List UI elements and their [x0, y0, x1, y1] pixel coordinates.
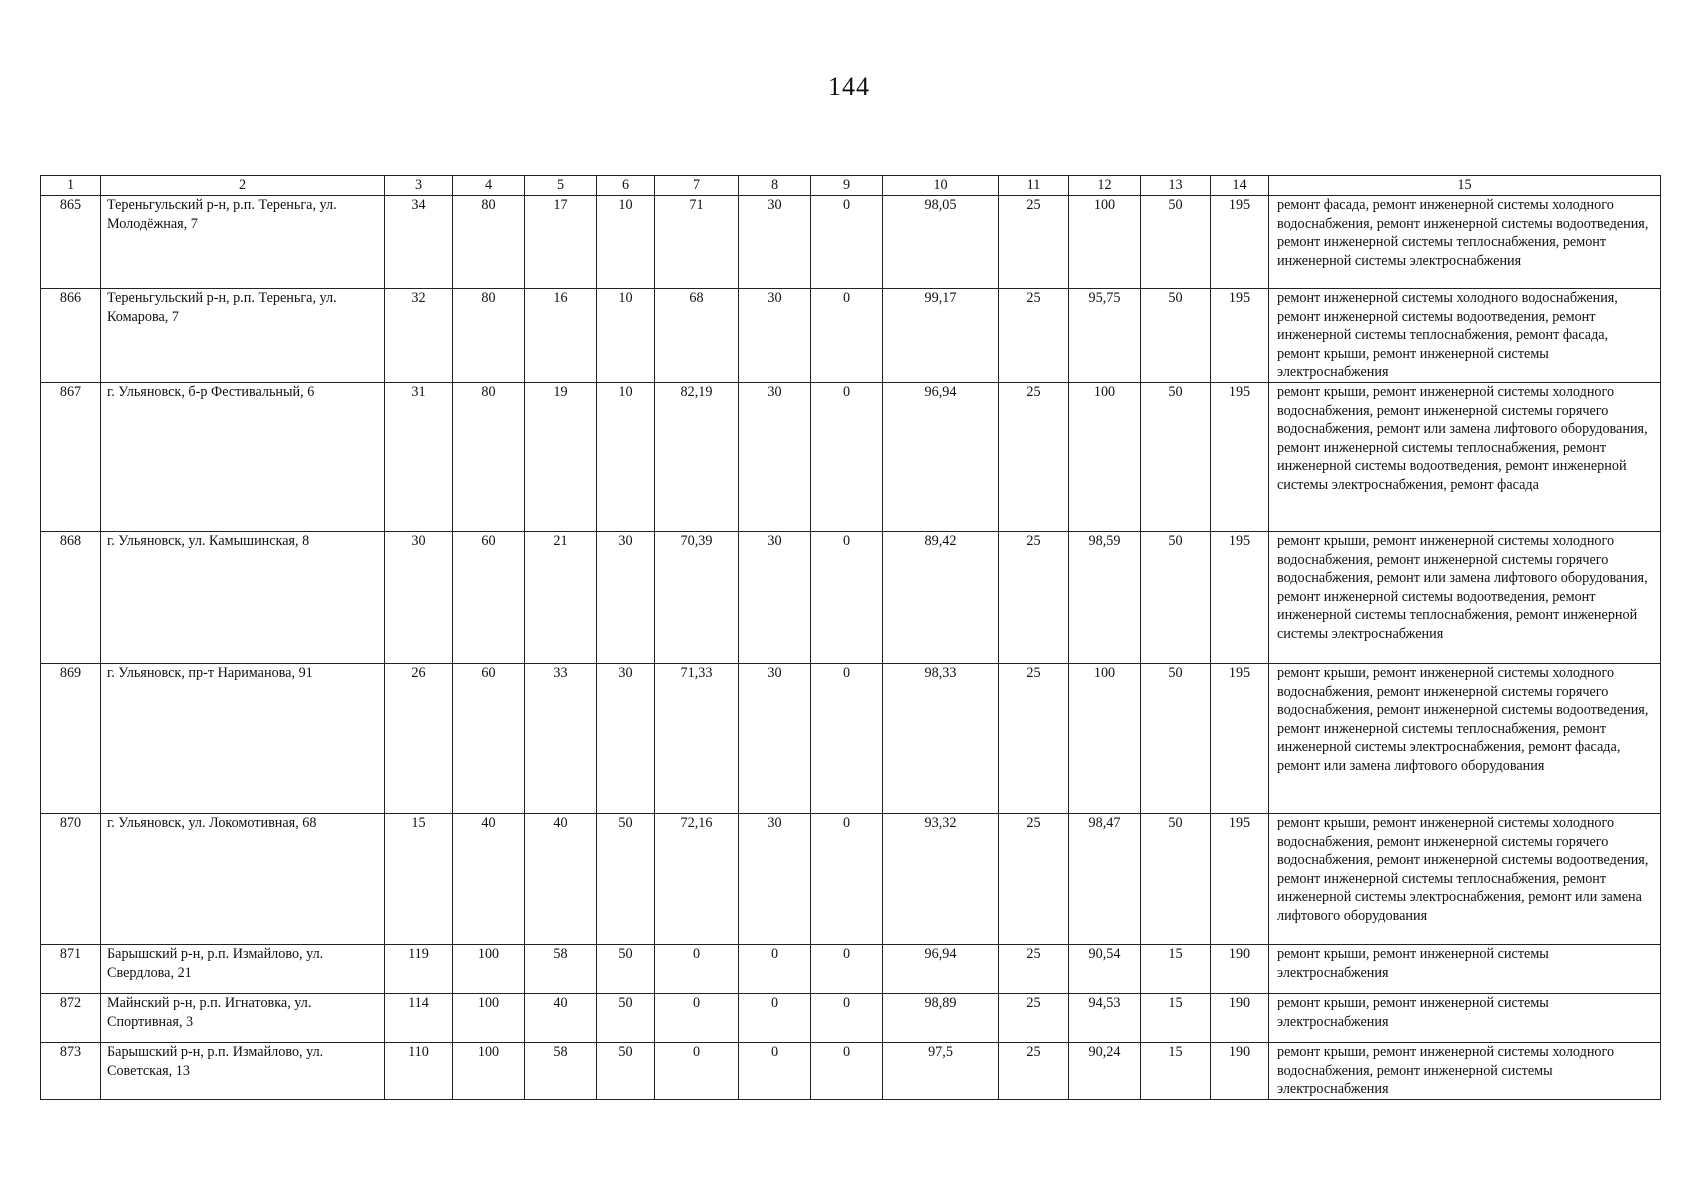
cell-col11: 25 [999, 994, 1069, 1043]
cell-col14: 195 [1211, 814, 1269, 945]
row-number: 873 [41, 1043, 101, 1100]
column-number-header-row [41, 176, 1661, 196]
table-row [41, 1043, 1661, 1100]
cell-col4: 80 [453, 289, 525, 383]
cell-col10: 89,42 [883, 532, 999, 664]
column-header: 14 [1211, 176, 1269, 196]
cell-col3: 32 [385, 289, 453, 383]
cell-col13: 15 [1141, 994, 1211, 1043]
cell-col5: 40 [525, 814, 597, 945]
cell-col3: 31 [385, 383, 453, 532]
row-number: 869 [41, 664, 101, 814]
cell-col8: 30 [739, 196, 811, 289]
cell-col4: 60 [453, 664, 525, 814]
cell-col12: 100 [1069, 383, 1141, 532]
works-cell: ремонт крыши, ремонт инженерной системы холодного водоснабжения, ремонт инженерной системы горячего водоснабжения, ремонт или замена лифтового оборудования, ремонт инженерной системы водоотведения, ремонт инженерной системы теплоснабжения, ремонт инженерной системы электроснабжения [1269, 532, 1661, 664]
cell-col9: 0 [811, 289, 883, 383]
table-row [41, 196, 1661, 289]
cell-col5: 17 [525, 196, 597, 289]
table-row [41, 383, 1661, 532]
column-header: 5 [525, 176, 597, 196]
table-row [41, 289, 1661, 383]
works-cell: ремонт крыши, ремонт инженерной системы электроснабжения [1269, 994, 1661, 1043]
cell-col5: 58 [525, 1043, 597, 1100]
cell-col10: 99,17 [883, 289, 999, 383]
table-row [41, 994, 1661, 1043]
cell-col14: 195 [1211, 383, 1269, 532]
address-cell: г. Ульяновск, ул. Камышинская, 8 [101, 532, 385, 664]
address-cell: Майнский р-н, р.п. Игнатовка, ул. Спортивная, 3 [101, 994, 385, 1043]
cell-col8: 0 [739, 1043, 811, 1100]
cell-col6: 50 [597, 994, 655, 1043]
cell-col13: 50 [1141, 532, 1211, 664]
cell-col4: 60 [453, 532, 525, 664]
table-row [41, 532, 1661, 664]
row-number: 872 [41, 994, 101, 1043]
row-number: 871 [41, 945, 101, 994]
cell-col8: 0 [739, 994, 811, 1043]
cell-col14: 190 [1211, 945, 1269, 994]
cell-col12: 94,53 [1069, 994, 1141, 1043]
cell-col11: 25 [999, 814, 1069, 945]
address-cell: Барышский р-н, р.п. Измайлово, ул. Советская, 13 [101, 1043, 385, 1100]
column-header: 15 [1269, 176, 1661, 196]
cell-col4: 80 [453, 196, 525, 289]
column-header: 6 [597, 176, 655, 196]
cell-col6: 50 [597, 945, 655, 994]
cell-col11: 25 [999, 1043, 1069, 1100]
repair-registry-table [40, 175, 1661, 1100]
works-cell: ремонт крыши, ремонт инженерной системы холодного водоснабжения, ремонт инженерной системы горячего водоснабжения, ремонт инженерной системы водоотведения, ремонт инженерной системы теплоснабжения, ремонт инженерной системы электроснабжения, ремонт фасада, ремонт или замена лифтового оборудования [1269, 664, 1661, 814]
address-cell: Тереньгульский р-н, р.п. Тереньга, ул. Молодёжная, 7 [101, 196, 385, 289]
cell-col7: 72,16 [655, 814, 739, 945]
cell-col13: 15 [1141, 1043, 1211, 1100]
cell-col9: 0 [811, 1043, 883, 1100]
cell-col6: 50 [597, 1043, 655, 1100]
row-number: 866 [41, 289, 101, 383]
cell-col9: 0 [811, 994, 883, 1043]
address-cell: Тереньгульский р-н, р.п. Тереньга, ул. Комарова, 7 [101, 289, 385, 383]
cell-col13: 15 [1141, 945, 1211, 994]
column-header: 8 [739, 176, 811, 196]
address-cell: г. Ульяновск, б-р Фестивальный, 6 [101, 383, 385, 532]
cell-col10: 98,05 [883, 196, 999, 289]
cell-col12: 95,75 [1069, 289, 1141, 383]
cell-col14: 195 [1211, 196, 1269, 289]
cell-col4: 100 [453, 945, 525, 994]
cell-col10: 96,94 [883, 383, 999, 532]
cell-col6: 30 [597, 532, 655, 664]
address-cell: г. Ульяновск, ул. Локомотивная, 68 [101, 814, 385, 945]
cell-col12: 90,24 [1069, 1043, 1141, 1100]
cell-col12: 98,47 [1069, 814, 1141, 945]
row-number: 868 [41, 532, 101, 664]
cell-col5: 40 [525, 994, 597, 1043]
cell-col3: 114 [385, 994, 453, 1043]
works-cell: ремонт крыши, ремонт инженерной системы холодного водоснабжения, ремонт инженерной системы электроснабжения [1269, 1043, 1661, 1100]
cell-col5: 58 [525, 945, 597, 994]
cell-col5: 19 [525, 383, 597, 532]
row-number: 870 [41, 814, 101, 945]
works-cell: ремонт инженерной системы холодного водоснабжения, ремонт инженерной системы водоотведения, ремонт инженерной системы теплоснабжения, ремонт фасада, ремонт крыши, ремонт инженерной системы электроснабжения [1269, 289, 1661, 383]
cell-col14: 190 [1211, 1043, 1269, 1100]
cell-col8: 30 [739, 289, 811, 383]
cell-col6: 10 [597, 196, 655, 289]
cell-col11: 25 [999, 945, 1069, 994]
cell-col4: 80 [453, 383, 525, 532]
cell-col3: 30 [385, 532, 453, 664]
cell-col10: 93,32 [883, 814, 999, 945]
cell-col7: 82,19 [655, 383, 739, 532]
cell-col9: 0 [811, 532, 883, 664]
cell-col3: 110 [385, 1043, 453, 1100]
works-cell: ремонт крыши, ремонт инженерной системы электроснабжения [1269, 945, 1661, 994]
cell-col11: 25 [999, 532, 1069, 664]
cell-col14: 195 [1211, 532, 1269, 664]
cell-col13: 50 [1141, 814, 1211, 945]
cell-col5: 21 [525, 532, 597, 664]
cell-col11: 25 [999, 289, 1069, 383]
cell-col7: 71,33 [655, 664, 739, 814]
cell-col8: 30 [739, 664, 811, 814]
cell-col10: 97,5 [883, 1043, 999, 1100]
cell-col9: 0 [811, 945, 883, 994]
cell-col8: 30 [739, 532, 811, 664]
works-cell: ремонт крыши, ремонт инженерной системы холодного водоснабжения, ремонт инженерной системы горячего водоснабжения, ремонт или замена лифтового оборудования, ремонт инженерной системы теплоснабжения, ремонт инженерной системы водоотведения, ремонт инженерной системы электроснабжения, ремонт фасада [1269, 383, 1661, 532]
address-cell: Барышский р-н, р.п. Измайлово, ул. Свердлова, 21 [101, 945, 385, 994]
cell-col4: 100 [453, 1043, 525, 1100]
cell-col7: 0 [655, 945, 739, 994]
cell-col5: 33 [525, 664, 597, 814]
column-header: 2 [101, 176, 385, 196]
cell-col7: 68 [655, 289, 739, 383]
works-cell: ремонт фасада, ремонт инженерной системы холодного водоснабжения, ремонт инженерной системы водоотведения, ремонт инженерной системы теплоснабжения, ремонт инженерной системы электроснабжения [1269, 196, 1661, 289]
cell-col10: 98,33 [883, 664, 999, 814]
cell-col9: 0 [811, 814, 883, 945]
cell-col6: 30 [597, 664, 655, 814]
cell-col14: 190 [1211, 994, 1269, 1043]
column-header: 9 [811, 176, 883, 196]
cell-col6: 10 [597, 289, 655, 383]
cell-col7: 71 [655, 196, 739, 289]
cell-col11: 25 [999, 383, 1069, 532]
cell-col8: 30 [739, 383, 811, 532]
column-header: 3 [385, 176, 453, 196]
cell-col9: 0 [811, 196, 883, 289]
cell-col14: 195 [1211, 664, 1269, 814]
cell-col9: 0 [811, 664, 883, 814]
column-header: 7 [655, 176, 739, 196]
address-cell: г. Ульяновск, пр-т Нариманова, 91 [101, 664, 385, 814]
column-header: 10 [883, 176, 999, 196]
cell-col9: 0 [811, 383, 883, 532]
table-row [41, 814, 1661, 945]
works-cell: ремонт крыши, ремонт инженерной системы холодного водоснабжения, ремонт инженерной системы горячего водоснабжения, ремонт инженерной системы водоотведения, ремонт инженерной системы теплоснабжения, ремонт инженерной системы электроснабжения, ремонт или замена лифтового оборудования [1269, 814, 1661, 945]
cell-col12: 100 [1069, 664, 1141, 814]
cell-col13: 50 [1141, 289, 1211, 383]
cell-col13: 50 [1141, 383, 1211, 532]
cell-col14: 195 [1211, 289, 1269, 383]
cell-col3: 15 [385, 814, 453, 945]
cell-col10: 98,89 [883, 994, 999, 1043]
cell-col6: 50 [597, 814, 655, 945]
cell-col8: 0 [739, 945, 811, 994]
cell-col10: 96,94 [883, 945, 999, 994]
table-row [41, 945, 1661, 994]
cell-col5: 16 [525, 289, 597, 383]
cell-col12: 90,54 [1069, 945, 1141, 994]
cell-col8: 30 [739, 814, 811, 945]
cell-col7: 70,39 [655, 532, 739, 664]
row-number: 865 [41, 196, 101, 289]
cell-col3: 26 [385, 664, 453, 814]
column-header: 13 [1141, 176, 1211, 196]
cell-col3: 34 [385, 196, 453, 289]
page-number: 144 [828, 72, 870, 101]
cell-col12: 98,59 [1069, 532, 1141, 664]
column-header: 12 [1069, 176, 1141, 196]
cell-col7: 0 [655, 1043, 739, 1100]
cell-col12: 100 [1069, 196, 1141, 289]
cell-col4: 100 [453, 994, 525, 1043]
cell-col3: 119 [385, 945, 453, 994]
cell-col11: 25 [999, 196, 1069, 289]
row-number: 867 [41, 383, 101, 532]
cell-col13: 50 [1141, 664, 1211, 814]
cell-col13: 50 [1141, 196, 1211, 289]
cell-col4: 40 [453, 814, 525, 945]
column-header: 4 [453, 176, 525, 196]
column-header: 11 [999, 176, 1069, 196]
cell-col6: 10 [597, 383, 655, 532]
cell-col7: 0 [655, 994, 739, 1043]
cell-col11: 25 [999, 664, 1069, 814]
table-row [41, 664, 1661, 814]
column-header: 1 [41, 176, 101, 196]
